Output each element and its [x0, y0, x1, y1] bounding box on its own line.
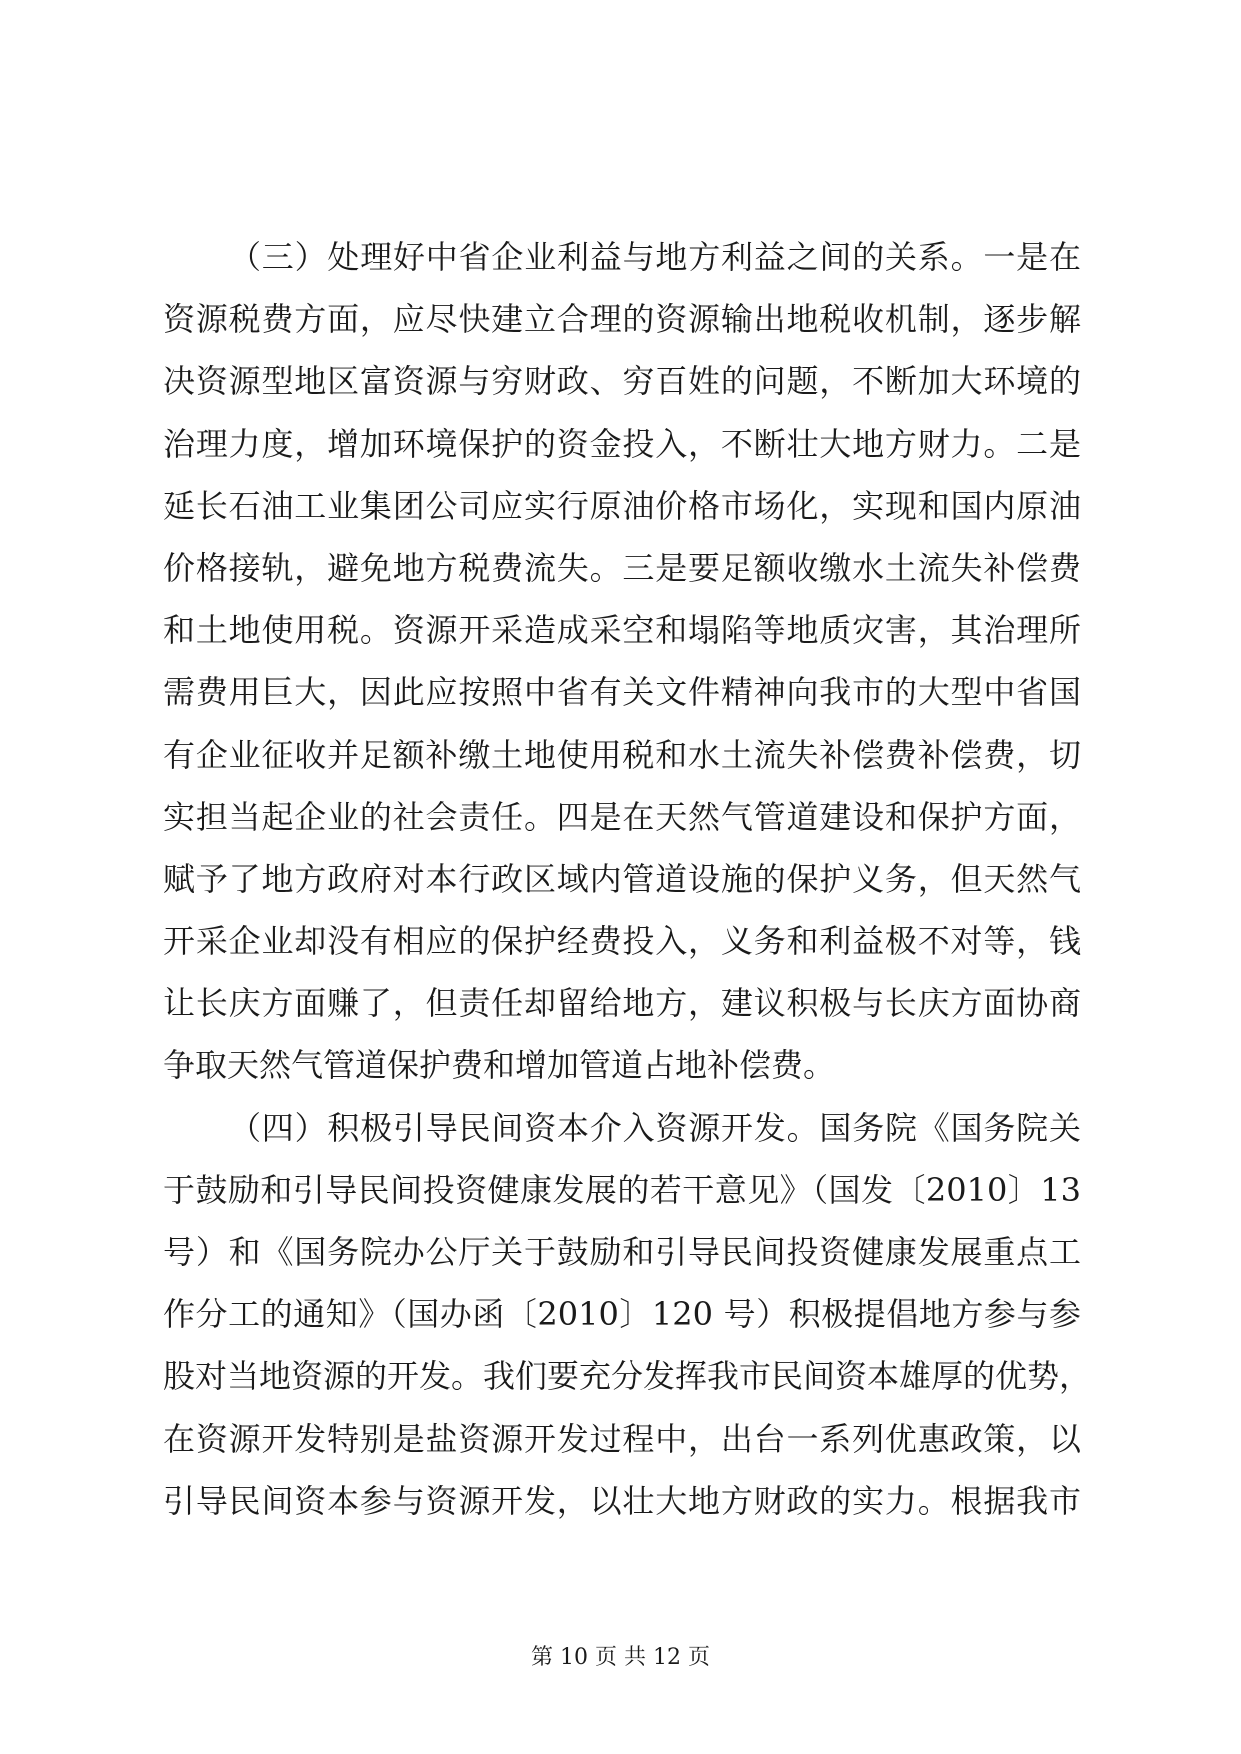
page-number-footer: [0, 1640, 1241, 1671]
paragraph-line: 赋予了地方政府对本行政区域内管道设施的保护义务，但天然气: [163, 859, 1081, 898]
paragraph-line: 引导民间资本参与资源开发，以壮大地方财政的实力。根据我市: [163, 1481, 1081, 1520]
paragraph-line: 争取天然气管道保护费和增加管道占地补偿费。: [163, 1046, 836, 1085]
body-text: [163, 226, 1092, 1532]
paragraph-line: 价格接轨，避免地方税费流失。三是要足额收缴水土流失补偿费: [163, 548, 1081, 587]
paragraph-line: 作分工的通知》（国办函〔2010〕120 号）积极提倡地方参与参: [163, 1295, 1081, 1334]
paragraph-line: 在资源开发特别是盐资源开发过程中，出台一系列优惠政策，以: [163, 1419, 1081, 1458]
paragraph-line: 有企业征收并足额补缴土地使用税和水土流失补偿费补偿费，切: [163, 735, 1081, 774]
paragraph-line: 实担当起企业的社会责任。四是在天然气管道建设和保护方面，: [163, 797, 1081, 836]
paragraph-line: 资源税费方面，应尽快建立合理的资源输出地税收机制，逐步解: [163, 300, 1081, 339]
paragraph-line: 开采企业却没有相应的保护经费投入，义务和利益极不对等，钱: [163, 922, 1081, 961]
paragraph-line: 治理力度，增加环境保护的资金投入，不断壮大地方财力。二是: [163, 424, 1081, 463]
paragraph-line: 和土地使用税。资源开采造成采空和塌陷等地质灾害，其治理所: [163, 611, 1081, 650]
paragraph-line: 让长庆方面赚了，但责任却留给地方，建议积极与长庆方面协商: [163, 984, 1081, 1023]
paragraph-line: （三）处理好中省企业利益与地方利益之间的关系。一是在: [229, 238, 1081, 276]
paragraph-line: 号）和《国务院办公厅关于鼓励和引导民间投资健康发展重点工: [163, 1233, 1081, 1271]
paragraph-line: （四）积极引导民间资本介入资源开发。国务院《国务院关: [229, 1108, 1081, 1147]
paragraph-line: 决资源型地区富资源与穷财政、穷百姓的问题，不断加大环境的: [163, 362, 1081, 401]
paragraph-line: 股对当地资源的开发。我们要充分发挥我市民间资本雄厚的优势，: [163, 1357, 1092, 1396]
paragraph-line: 于鼓励和引导民间投资健康发展的若干意见》（国发〔2010〕13: [163, 1170, 1081, 1209]
paragraph-line: 延长石油工业集团公司应实行原油价格市场化，实现和国内原油: [163, 486, 1081, 525]
paragraph-line: 需费用巨大，因此应按照中省有关文件精神向我市的大型中省国: [163, 673, 1081, 712]
page-number-label: 第 10 页 共 12 页: [531, 1645, 710, 1670]
